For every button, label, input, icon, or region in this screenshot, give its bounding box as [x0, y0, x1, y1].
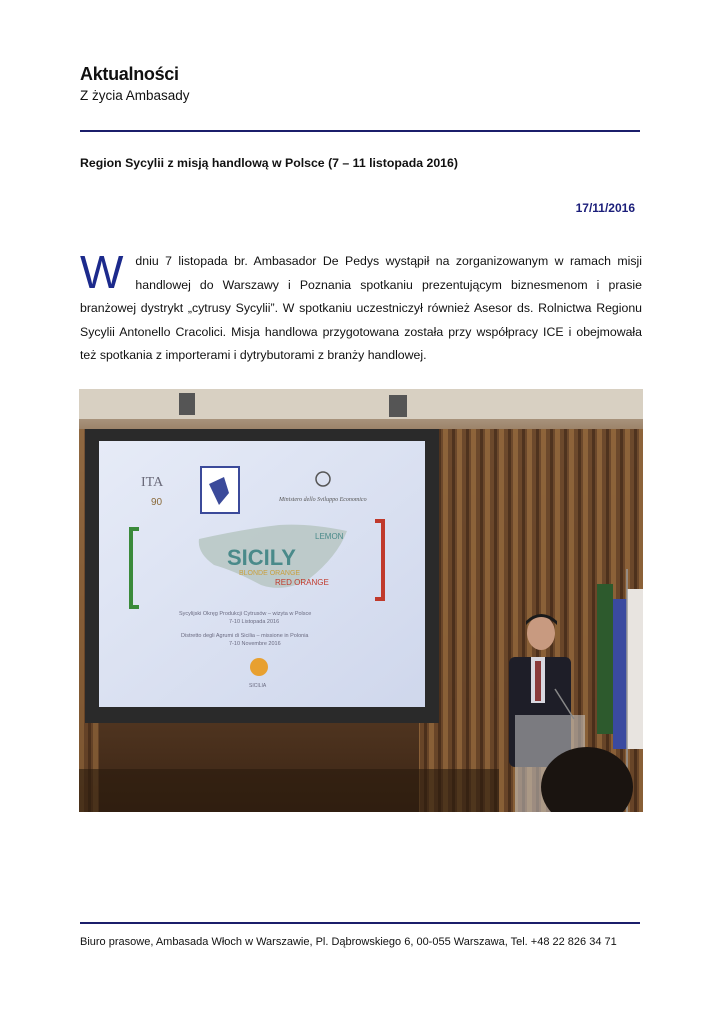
slide-line-3: Distretto degli Agrumi di Sicilia – missione in Polonia [181, 633, 309, 639]
footer-divider [80, 922, 640, 924]
event-photo [79, 389, 643, 812]
slide-line-2: 7-10 Listopada 2016 [229, 619, 280, 625]
slide-ministry: Ministero dello Sviluppo Economico [279, 497, 367, 503]
article-body [80, 246, 642, 368]
article-date: 17/11/2016 [575, 201, 635, 215]
slide-line-4: 7-10 Novembre 2016 [229, 641, 281, 647]
svg-text:90: 90 [151, 497, 163, 508]
article-body-text: dniu 7 listopada br. Ambasador De Pedys wystąpił na zorganizowanym w ramach misji handlowej do Warszawy i Poznania spotkaniu prezentującym biznesmenom i prasie branżowej dystrykt „cytrusy Sycylii”. W spotkaniu uczestniczył również Asesor ds. Rolnictwa Regionu Sycylii Antonello Cracolici. Misja handlowa przygotowana została przy współpracy ICE i obejmowała też spotkania z importerami i dytrybutorami z branży handlowej. [80, 254, 642, 362]
slide-blonde-orange: BLONDE ORANGE [239, 570, 301, 577]
page-title: Aktualności [80, 64, 179, 84]
page-footer: Biuro prasowe, Ambasada Włoch w Warszawie, Pl. Dąbrowskiego 6, 00-055 Warszawa, Tel. +48 22 826 34 71 [80, 936, 617, 948]
page-subtitle: Z życia Ambasady [80, 88, 190, 103]
slide-lemon: LEMON [315, 532, 344, 541]
article-title: Region Sycylii z misją handlową w Polsce (7 – 11 listopada 2016) [80, 156, 458, 170]
slide-footer-logo: SICILIA [249, 683, 267, 689]
drop-cap: W [80, 246, 124, 298]
slide-line-1: Sycylijski Okręg Produkcji Cytrusów – wizyta w Polsce [179, 611, 312, 617]
slide-red-orange: RED ORANGE [275, 578, 329, 587]
slide-sicily: SICILY [227, 545, 296, 570]
slide-ita-logo: ITA [141, 475, 164, 490]
header-divider [80, 130, 640, 132]
